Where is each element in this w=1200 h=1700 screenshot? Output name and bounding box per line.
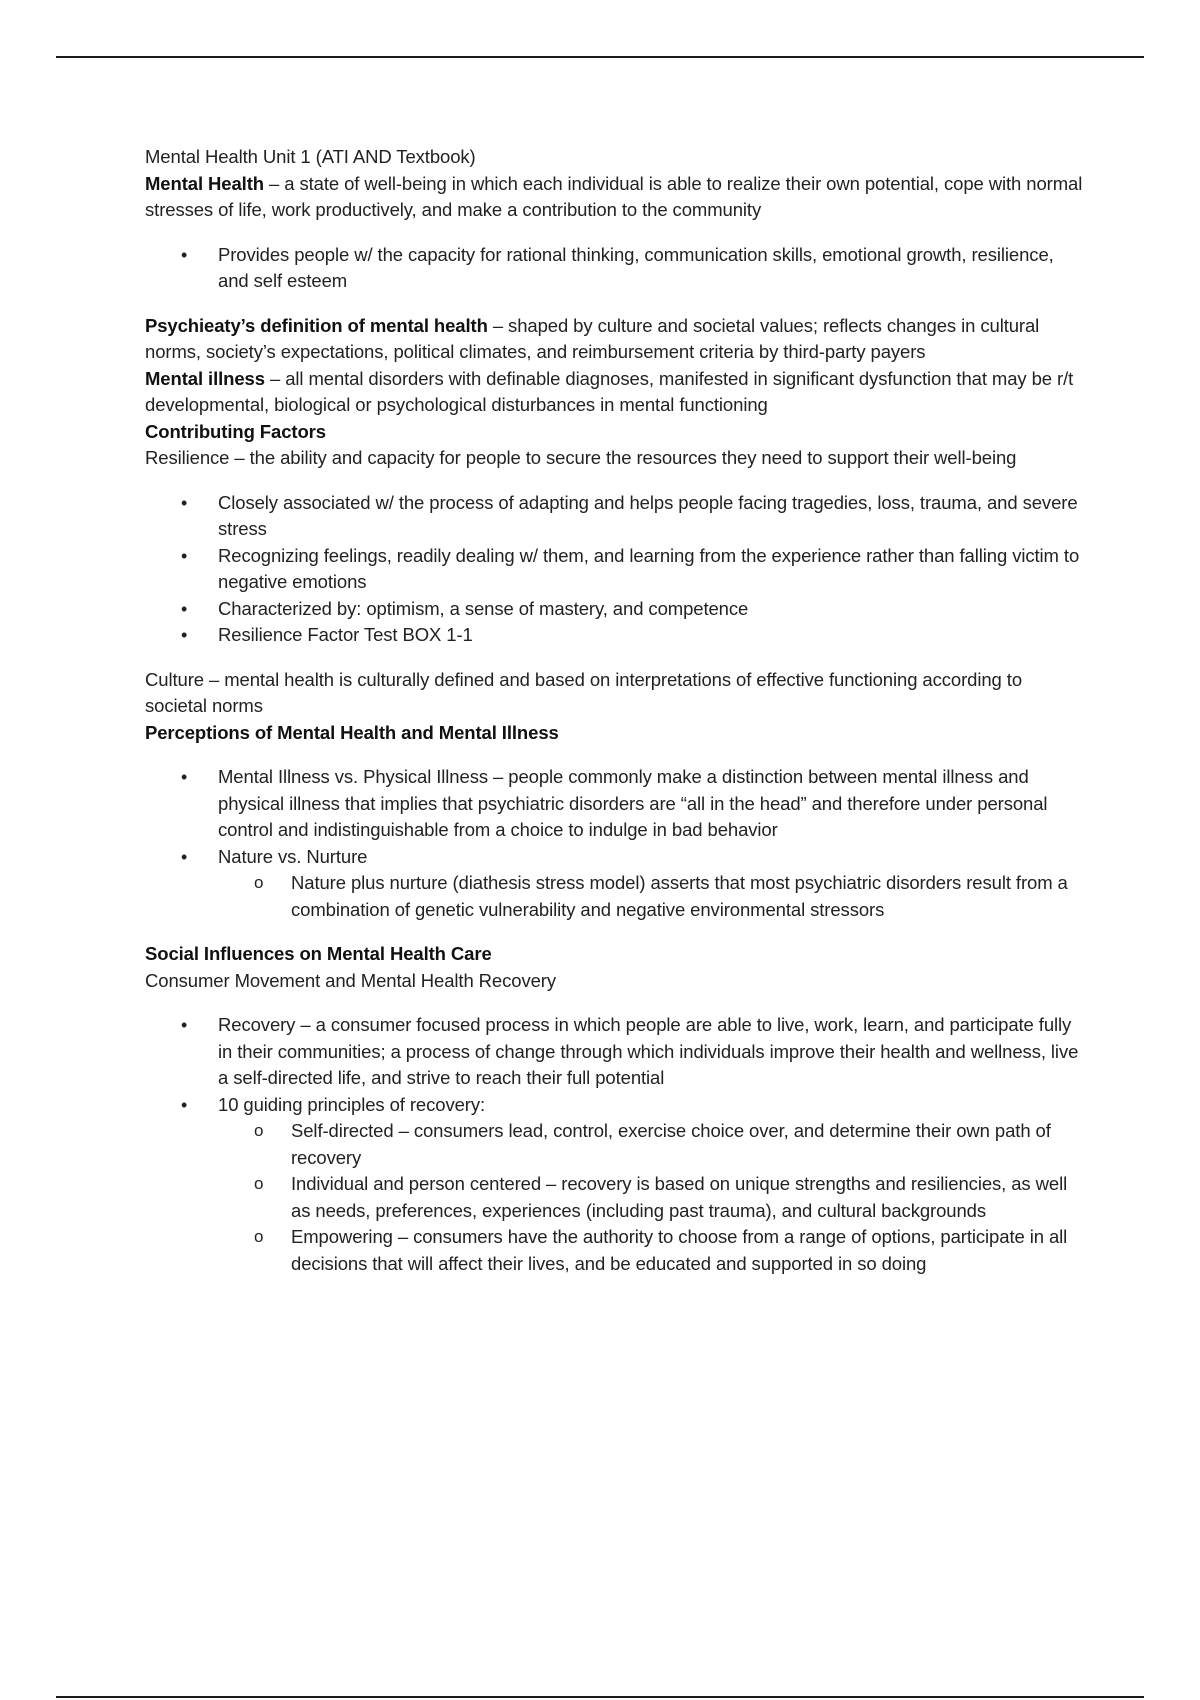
list-item	[145, 1092, 1085, 1278]
list-item	[145, 844, 1085, 924]
list-item: • Characterized by: optimism, a sense of mastery, and competence	[145, 596, 1085, 623]
list-item: • Mental Illness vs. Physical Illness – people commonly make a distinction between mental illness and physical illness that implies that psychiatric disorders are “all in the head” and therefore under personal control and indistinguishable from a choice to indulge in bad behavior	[145, 764, 1085, 844]
list-item: • Closely associated w/ the process of adapting and helps people facing tragedies, loss, trauma, and severe stress	[145, 490, 1085, 543]
resilience-bullets	[145, 490, 1085, 649]
contributing-factors-heading	[145, 419, 1085, 446]
contributing-factors-heading-text: Contributing Factors	[145, 420, 326, 442]
mental-health-term: Mental Health	[145, 172, 264, 194]
perceptions-bullets	[145, 764, 1085, 923]
list-item: o Self-directed – consumers lead, control, exercise choice over, and determine their own path of recovery	[218, 1118, 1085, 1171]
mental-illness-definition: – all mental disorders with definable diagnoses, manifested in significant dysfunction that may be r/t developmental, biological or psychological disturbances in mental functioning	[145, 367, 1074, 415]
guiding-principles-sublist	[218, 1118, 1085, 1277]
list-item: o Individual and person centered – recovery is based on unique strengths and resiliencies, as well as needs, preferences, experiences (including past trauma), and cultural backgrounds	[218, 1171, 1085, 1224]
perceptions-heading-text: Perceptions of Mental Health and Mental Illness	[145, 721, 559, 743]
list-item: • Recognizing feelings, readily dealing w/ them, and learning from the experience rather than falling victim to negative emotions	[145, 543, 1085, 596]
list-item: o Empowering – consumers have the authority to choose from a range of options, participate in all decisions that will affect their lives, and be educated and supported in so doing	[218, 1224, 1085, 1277]
mental-illness-paragraph	[145, 366, 1085, 419]
resilience-paragraph: Resilience – the ability and capacity for people to secure the resources they need to support their well-being	[145, 447, 1017, 468]
psychiatry-definition-term: Psychieaty’s definition of mental health	[145, 314, 488, 336]
list-item: • Recovery – a consumer focused process in which people are able to live, work, learn, and participate fully in their communities; a process of change through which individuals improve their health and wellness, live a self-directed life, and strive to reach their full potential	[145, 1012, 1085, 1092]
document-body	[145, 144, 1085, 1295]
list-item: o Nature plus nurture (diathesis stress model) asserts that most psychiatric disorders result from a combination of genetic vulnerability and negative environmental stressors	[218, 870, 1085, 923]
consumer-movement-subheading: Consumer Movement and Mental Health Recovery	[145, 969, 557, 991]
social-influences-heading-text: Social Influences on Mental Health Care	[145, 943, 492, 964]
mental-health-paragraph	[145, 171, 1085, 224]
document-title: Mental Health Unit 1 (ATI AND Textbook)	[145, 146, 476, 167]
psychiatry-definition-paragraph	[145, 313, 1085, 366]
guiding-principles-label: 10 guiding principles of recovery:	[218, 1093, 486, 1115]
list-item: • Resilience Factor Test BOX 1-1	[145, 622, 1085, 649]
psychiatry-definition-text: – shaped by culture and societal values; reflects changes in cultural norms, society’s expectations, political climates, and reimbursement criteria by third-party payers	[145, 314, 1040, 362]
social-influences-heading	[145, 941, 1085, 968]
mental-health-bullets	[145, 242, 1085, 295]
header-rule	[56, 56, 1144, 58]
list-item: • Provides people w/ the capacity for rational thinking, communication skills, emotional growth, resilience, and self esteem	[145, 242, 1085, 295]
nature-nurture-sublist	[218, 870, 1085, 923]
mental-health-definition: – a state of well-being in which each individual is able to realize their own potential, cope with normal stresses of life, work productively, and make a contribution to the community	[145, 172, 1083, 220]
culture-paragraph: Culture – mental health is culturally defined and based on interpretations of effective functioning according to societal norms	[145, 668, 1023, 716]
footer-rule	[56, 1696, 1144, 1698]
perceptions-heading	[145, 720, 1085, 747]
mental-illness-term: Mental illness	[145, 367, 265, 389]
nature-nurture-label: Nature vs. Nurture	[218, 845, 368, 867]
recovery-bullets	[145, 1012, 1085, 1277]
